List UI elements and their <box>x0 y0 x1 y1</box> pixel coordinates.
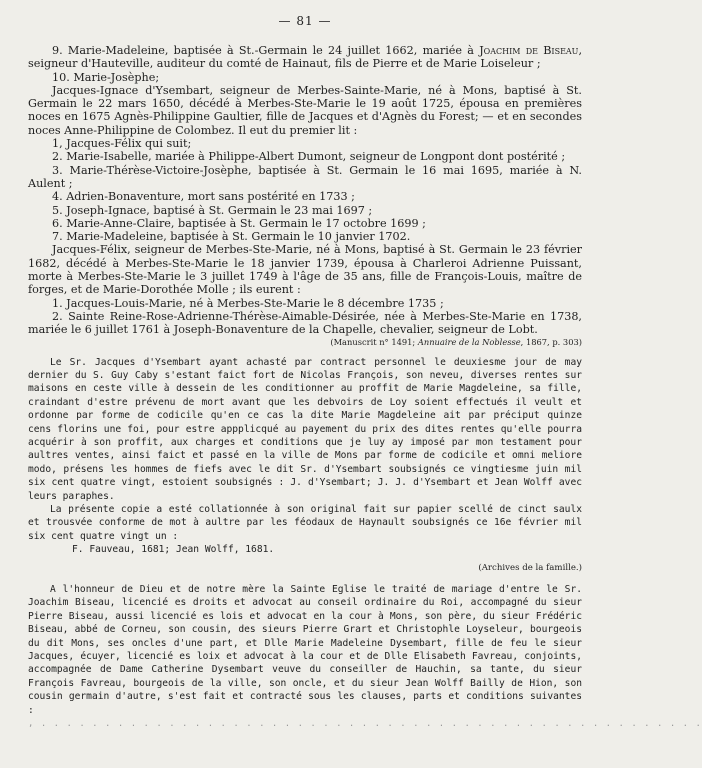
codicil-deed <box>28 356 582 576</box>
deed-signature: F. Fauveau, 1681; Jean Wolff, 1681. <box>72 544 275 556</box>
marriage-contract <box>28 583 702 731</box>
citation-title: Annuaire de la Noblesse <box>417 336 521 347</box>
genealogy-entry: 1. Jacques-Louis-Marie, né à Merbes-Ste-Marie le 8 décembre 1735 ; <box>52 296 444 310</box>
contract-paragraph: A l'honneur de Dieu et de notre mère la Sainte Eglise le traité de mariage d'entre le Sr. Joachim Biseau, licencié es droits et advocat au conseil ordinaire du Roi, accompagné du sieur Pierre Biseau, aussi licencié es lois et advocat en la cour à Mons, son père, du sieur Frédéric Biseau, abbé de Corneu, son cousin, des sieurs Pierre Grart et Christophle Loyseleur, bourgeois du dit Mons, ses oncles d'une part, et Dlle Marie Madeleine Dysembart, fille de feu le sieur Jacques, écuyer, licencié es loix et advocat à la cour et de Dlle Elisabeth Favreau, conjoints, accompagnée de Dame Catherine Dysembart veuve du conseiller de Hauchin, sa tante, du sieur François Favreau, bourgeois de la ville, son oncle, et du sieur Jean Wolff Bailly de Hion, son cousin germain d'autre, s'est fait et contracté sous les clauses, parts et conditions suivantes : <box>28 584 582 716</box>
page <box>28 14 702 732</box>
citation-part: (Manuscrit n° 1491; <box>330 336 418 347</box>
genealogy-entry: 6. Marie-Anne-Claire, baptisée à St. Germain le 17 octobre 1699 ; <box>52 216 426 230</box>
deed-paragraph: La présente copie a esté collationnée à son original fait sur papier scellé de cinct saulx et trousvée conforme de mot à aultre par les féodaux de Haynault soubsignés ce 16e février mil six cent quatre vingt un : <box>28 504 582 542</box>
genealogy-entry: Jacques-Ignace d'Ysembart, seigneur de Merbes-Sainte-Marie, né à Mons, baptisé à St. Germain le 22 mars 1650, décédé à Merbes-Ste-Marie le 19 août 1725, épousa en premières noces en 1675 Agnès-Philippine Gaultier, fille de Jacques et d'Agnès du Forest; — et en secondes noces Anne-Philippine de Colombez. Il eut du premier lit : <box>28 83 582 137</box>
genealogy-entry: 7. Marie-Madeleine, baptisée à St. Germain le 10 janvier 1702. <box>52 230 411 244</box>
genealogy-section <box>28 44 582 348</box>
entry-text-end: , seigneur d'Hauteville, auditeur du comté de Hainaut, fils de Pierre et de Marie Loiseleur ; <box>28 44 582 71</box>
deed-paragraph: Le Sr. Jacques d'Ysembart ayant achasté par contract personnel le deuxiesme jour de may dernier du S. Guy Caby s'estant faict fort de Nicolas François, son neveu, diverses rentes sur maisons en ceste ville à dessein de les conditionner au proffit de Marie Magdeleine, sa fille, craindant d'estre prévenu de mort avant que les debvoirs de Loy soient effectués il veult et ordonne par forme de codicile qu'en ce cas la dite Marie Magdeleine ait par préciput quinze cens florins une foi, pour estre appplicqué au payement du prix des dites rentes qu'elle pourra acquérir à son proffit, aux charges et conditions que je luy ay imposé par mon testament pour aultres ventes, ainsi faict et passé en la ville de Mons par forme de codicile et omni meliore modo, présens les hommes de fiefs avec le dit Sr. d'Ysembart soubsignés ce vingtiesme juin mil six cent quatre vingt, estoient soubsignés : J. d'Ysembart; J. J. d'Ysembart et Jean Wolff avec leurs paraphes. <box>28 356 582 502</box>
genealogy-entry: Jacques-Félix, seigneur de Merbes-Ste-Marie, né à Mons, baptisé à St. Germain le 23 février 1682, décédé à Merbes-Ste-Marie le 18 janvier 1739, épousa à Charleroi Adrienne Puissant, morte à Merbes-Ste-Marie le 3 juillet 1749 à l'âge de 35 ans, fille de François-Louis, maître de forges, et de Marie-Dorothée Molle ; ils eurent : <box>28 243 582 297</box>
genealogy-entry: 4. Adrien-Bonaventure, mort sans postérité en 1733 ; <box>52 190 355 204</box>
entry-name-smallcaps: Joachim de Biseau <box>479 44 579 57</box>
citation-part: , 1867, p. 303) <box>520 336 582 347</box>
genealogy-entry: 10. Marie-Josèphe; <box>52 70 160 84</box>
archive-note: (Archives de la famille.) <box>478 562 582 573</box>
genealogy-entry: 1, Jacques-Félix qui suit; <box>52 137 192 151</box>
genealogy-entry: 3. Marie-Thérèse-Victoire-Josèphe, baptisée à St. Germain le 16 mai 1695, mariée à N. Aulent ; <box>28 163 582 190</box>
genealogy-entry: 2. Marie-Isabelle, mariée à Philippe-Albert Dumont, seigneur de Longpont dont postérité ; <box>52 150 566 164</box>
continuation-dots: , . . . . . . . . . . . . . . . . . . . . . . . . . . . . . . . . . . . . . . . . . . . . . . . . . . . . <box>28 719 702 730</box>
genealogy-entry <box>28 44 582 71</box>
genealogy-entry: 5. Joseph-Ignace, baptisé à St. Germain le 23 mai 1697 ; <box>52 203 373 217</box>
page-number: — 81 — <box>278 14 332 28</box>
genealogy-entry: 2. Sainte Reine-Rose-Adrienne-Thérèse-Aimable-Désirée, née à Merbes-Ste-Marie en 1738, mariée le 6 juillet 1761 à Joseph-Bonaventure de la Chapelle, chevalier, seigneur de Lobt. <box>28 309 582 337</box>
genealogy-citation <box>28 337 582 348</box>
entry-text: 9. Marie-Madeleine, baptisée à St.-Germain le 24 juillet 1662, mariée à <box>52 44 480 57</box>
